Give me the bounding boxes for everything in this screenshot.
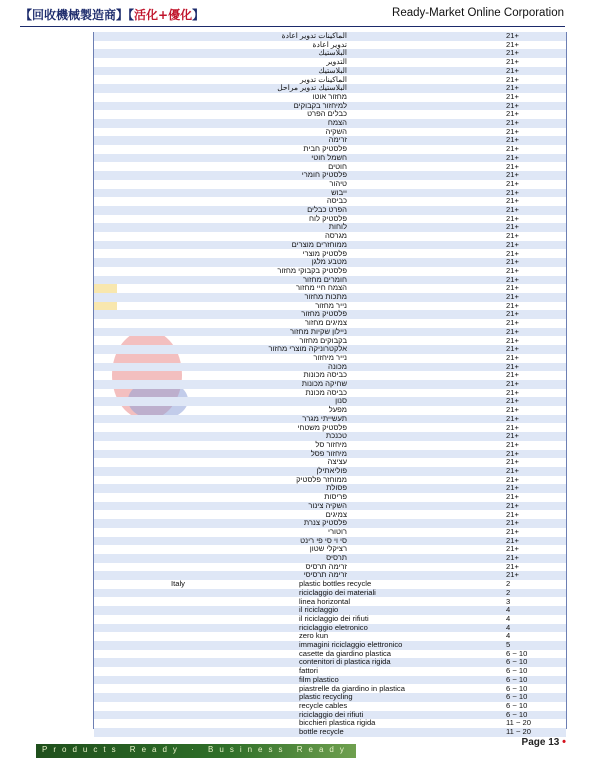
rank-cell: 21+ — [506, 152, 519, 162]
keyword-cell: ייבוש — [331, 187, 347, 197]
header-title-main: 【回收機械製造商】【 — [20, 8, 135, 22]
keyword-cell: כביסה מכונות — [303, 370, 347, 380]
keyword-cell: השקיה צינור — [308, 500, 347, 510]
keyword-cell: לוחות — [328, 222, 347, 232]
keyword-cell: הצמח — [327, 118, 347, 127]
rank-cell: 21+ — [506, 431, 519, 441]
keyword-cell: פלסטיק לוח — [309, 213, 347, 223]
rank-cell: 21+ — [506, 553, 519, 562]
keyword-cell: מתכות מחזור — [304, 292, 347, 301]
country-cell: Italy — [171, 579, 185, 589]
keyword-cell: contenitori di plastica rigida — [299, 657, 391, 667]
rank-cell: 21+ — [506, 535, 519, 545]
rank-cell: 21+ — [506, 135, 519, 145]
keyword-cell: פלסטיק חומרי — [301, 170, 347, 180]
rank-cell: 6 ~ 10 — [506, 692, 528, 702]
keyword-cell: חוטים — [328, 161, 347, 171]
rank-cell: 21+ — [506, 91, 519, 101]
rank-cell: 21+ — [506, 544, 519, 554]
keyword-cell: מכונה — [328, 361, 347, 371]
rank-cell: 21+ — [506, 518, 519, 528]
keyword-cell: riciclaggio dei materiali — [299, 587, 376, 597]
rank-cell: 6 ~ 10 — [506, 666, 528, 676]
keyword-cell: fattori — [299, 666, 318, 676]
keyword-cell: נייר מחזור — [315, 300, 347, 310]
rank-cell: 21+ — [506, 500, 519, 510]
rank-cell: 21+ — [506, 274, 519, 284]
keyword-cell: מיחזור סל — [315, 439, 347, 449]
keyword-cell: plastic bottles recycle — [299, 579, 372, 589]
rank-cell: 21+ — [506, 335, 519, 345]
rank-cell: 21+ — [506, 109, 519, 119]
rank-cell: 5 — [506, 640, 511, 649]
keyword-cell: הפרט כבלים — [307, 205, 347, 214]
footer-tagline: Products Ready · Business Ready — [42, 745, 350, 754]
rank-cell: 21+ — [506, 379, 519, 388]
rank-cell: 21+ — [506, 57, 519, 67]
rank-cell: 4 — [506, 631, 511, 641]
page-number-text: Page 13 — [521, 737, 560, 748]
keyword-cell: zero kun — [299, 631, 329, 641]
rank-cell: 21+ — [506, 48, 519, 58]
rank-cell: 21+ — [506, 170, 519, 180]
rank-cell: 21+ — [506, 231, 519, 241]
keyword-cell: רציקלי שטון — [309, 544, 347, 554]
rank-cell: 21+ — [506, 65, 519, 75]
keyword-cell: plastic recycling — [299, 692, 353, 702]
keyword-cell: פלסטיק צנרת — [303, 518, 347, 528]
keyword-table — [93, 31, 567, 736]
rank-cell: 21+ — [506, 283, 519, 293]
rank-cell: 6 ~ 10 — [506, 700, 528, 710]
rank-cell: 21+ — [506, 196, 519, 206]
table-row — [94, 658, 566, 667]
keyword-cell: التدوير — [326, 57, 347, 67]
rank-cell: 21+ — [506, 361, 519, 371]
keyword-cell: casette da giardino plastica — [299, 648, 392, 658]
rank-cell: 21+ — [506, 248, 519, 258]
keyword-cell: מגרסה — [325, 231, 347, 241]
keyword-cell: bottle recycle — [299, 727, 344, 736]
rank-cell: 11 ~ 20 — [506, 718, 531, 728]
page-header — [0, 6, 600, 26]
keyword-cell: recycle cables — [299, 700, 348, 710]
rank-cell: 21+ — [506, 144, 519, 154]
rank-cell: 21+ — [506, 439, 519, 449]
keyword-cell: סנון — [335, 396, 347, 406]
keyword-cell: פלסטיק בקבוקי מחזור — [277, 265, 347, 275]
keyword-cell: זרימה תרסיס — [305, 561, 347, 571]
keyword-cell: الماكينات تدوير — [300, 74, 347, 84]
keyword-cell: פריסות — [324, 492, 347, 502]
rank-cell: 21+ — [506, 100, 519, 110]
rank-cell: 6 ~ 10 — [506, 657, 528, 667]
rank-cell: 21+ — [506, 318, 519, 328]
rank-cell: 21+ — [506, 344, 519, 354]
rank-cell: 21+ — [506, 118, 519, 127]
rank-cell: 21+ — [506, 509, 519, 519]
keyword-cell: בקבוקים מחזור — [299, 335, 347, 345]
keyword-cell: חומרים מחזור — [302, 274, 347, 284]
rank-cell: 21+ — [506, 292, 519, 301]
keyword-cell: אלקטרוניקה מוצרי מחזור — [268, 344, 347, 354]
keyword-cell: השקיה — [325, 126, 347, 136]
keyword-cell: פלסטיק מחזור — [301, 309, 347, 319]
keyword-cell: עציצה — [327, 457, 347, 467]
header-divider — [20, 26, 565, 27]
rank-cell: 4 — [506, 613, 511, 623]
rank-cell: 21+ — [506, 161, 519, 171]
rank-cell: 21+ — [506, 239, 519, 249]
rank-cell: 21+ — [506, 39, 519, 49]
keyword-cell: الماكينات تدوير اعادة — [281, 31, 347, 40]
rank-cell: 21+ — [506, 448, 519, 458]
keyword-cell: piastrelle da giardino in plastica — [299, 683, 405, 693]
rank-cell: 21+ — [506, 83, 519, 93]
rank-cell: 21+ — [506, 178, 519, 188]
keyword-cell: צמיגים מחזור — [304, 318, 347, 328]
rank-cell: 4 — [506, 622, 511, 632]
rank-cell: 21+ — [506, 405, 519, 415]
keyword-cell: שחיקה מכונות — [301, 379, 347, 388]
keyword-cell: il riciclaggio — [299, 605, 339, 615]
keyword-cell: البلاستيك — [318, 65, 347, 75]
keyword-cell: צמיגים — [325, 509, 347, 519]
keyword-cell: פלסטיק חבית — [303, 144, 347, 154]
rank-cell: 21+ — [506, 474, 519, 484]
keyword-cell: הצמח חיי מחזור — [295, 283, 347, 293]
rank-cell: 6 ~ 10 — [506, 648, 528, 658]
keyword-cell: סי וי סי פי רינט — [300, 535, 347, 545]
rank-cell: 21+ — [506, 265, 519, 275]
rank-cell: 21+ — [506, 526, 519, 536]
page-bullet-icon: • — [562, 736, 566, 748]
keyword-cell: כבלים הפרט — [307, 109, 347, 119]
rank-cell: 21+ — [506, 205, 519, 214]
rank-cell: 21+ — [506, 396, 519, 406]
keyword-cell: פסולת — [326, 483, 347, 493]
header-title-highlight: 活化+優化 — [134, 8, 193, 22]
rank-cell: 21+ — [506, 326, 519, 336]
rank-cell: 21+ — [506, 457, 519, 467]
keyword-cell: immagini riciclaggio elettronico — [299, 640, 403, 649]
rank-cell: 21+ — [506, 126, 519, 136]
rank-cell: 11 ~ 20 — [506, 727, 531, 736]
rank-cell: 21+ — [506, 74, 519, 84]
keyword-cell: البلاستيك تدوير مراحل — [277, 83, 347, 93]
rank-cell: 6 ~ 10 — [506, 709, 528, 719]
header-title-close: 】 — [192, 8, 205, 22]
company-name: Ready-Market Online Corporation — [392, 7, 564, 19]
rank-cell: 21+ — [506, 370, 519, 380]
keyword-cell: film plastico — [299, 674, 339, 684]
keyword-cell: מחזור אוטו — [312, 91, 347, 101]
rank-cell: 2 — [506, 579, 511, 589]
keyword-cell: מפעל — [328, 405, 347, 415]
table-row — [94, 728, 566, 737]
keyword-cell: ממוחזרים מוצרים — [291, 239, 347, 249]
header-title — [20, 6, 204, 23]
keyword-cell: כביסה מכונת — [305, 387, 347, 397]
rank-cell: 21+ — [506, 31, 519, 40]
keyword-cell: פלסטיק מוצרי — [302, 248, 347, 258]
keyword-cell: linea horizontal — [299, 596, 351, 606]
rank-cell: 21+ — [506, 387, 519, 397]
rank-cell: 21+ — [506, 570, 519, 580]
rank-cell: 21+ — [506, 561, 519, 571]
rank-cell: 21+ — [506, 309, 519, 319]
keyword-cell: זרימה תרסיסי — [303, 570, 347, 580]
keyword-cell: טכנכת — [325, 431, 347, 441]
rank-cell: 21+ — [506, 257, 519, 267]
keyword-cell: פלסטיק משטחי — [297, 422, 347, 432]
keyword-cell: riciclaggio eletronico — [299, 622, 368, 632]
page-number — [522, 736, 566, 748]
rank-cell: 3 — [506, 596, 511, 606]
keyword-cell: חשמל חוטי — [311, 152, 347, 162]
rank-cell: 21+ — [506, 413, 519, 423]
keyword-cell: למיחזור בקבוקים — [293, 100, 347, 110]
table-row — [94, 180, 566, 189]
keyword-cell: il riciclaggio dei rifiuti — [299, 613, 369, 623]
rank-cell: 21+ — [506, 222, 519, 232]
keyword-cell: נייר מיחזור — [313, 352, 347, 362]
keyword-cell: ממוחזר פלסטיק — [296, 474, 347, 484]
rank-cell: 21+ — [506, 466, 519, 475]
rank-cell: 2 — [506, 587, 511, 597]
keyword-cell: כביסה — [326, 196, 347, 206]
rank-cell: 21+ — [506, 213, 519, 223]
rank-cell: 21+ — [506, 300, 519, 310]
rank-cell: 6 ~ 10 — [506, 674, 528, 684]
keyword-cell: פוליאתילן — [316, 466, 347, 475]
rank-cell: 21+ — [506, 187, 519, 197]
keyword-cell: תעשייתי מגרר — [302, 413, 347, 423]
rank-cell: 6 ~ 10 — [506, 683, 528, 693]
table-row — [94, 389, 566, 398]
rank-cell: 4 — [506, 605, 511, 615]
keyword-cell: bicchieri plastica rigida — [299, 718, 376, 728]
rank-cell: 21+ — [506, 422, 519, 432]
keyword-cell: riciclaggio dei rifiuti — [299, 709, 364, 719]
keyword-cell: רוטורי — [328, 526, 347, 536]
keyword-cell: البلاستيك — [318, 48, 347, 58]
keyword-cell: טיהור — [329, 178, 347, 188]
keyword-cell: מיחזור פסל — [310, 448, 347, 458]
keyword-cell: תרסיס — [326, 553, 347, 562]
rank-cell: 21+ — [506, 483, 519, 493]
rank-cell: 21+ — [506, 492, 519, 502]
table-row — [94, 624, 566, 633]
keyword-cell: זרימה — [328, 135, 347, 145]
keyword-cell: ניילון שקיות מחזור — [289, 326, 347, 336]
keyword-cell: מטבע מלגן — [311, 257, 347, 267]
rank-cell: 21+ — [506, 352, 519, 362]
keyword-cell: تدوير اعادة — [312, 39, 347, 49]
